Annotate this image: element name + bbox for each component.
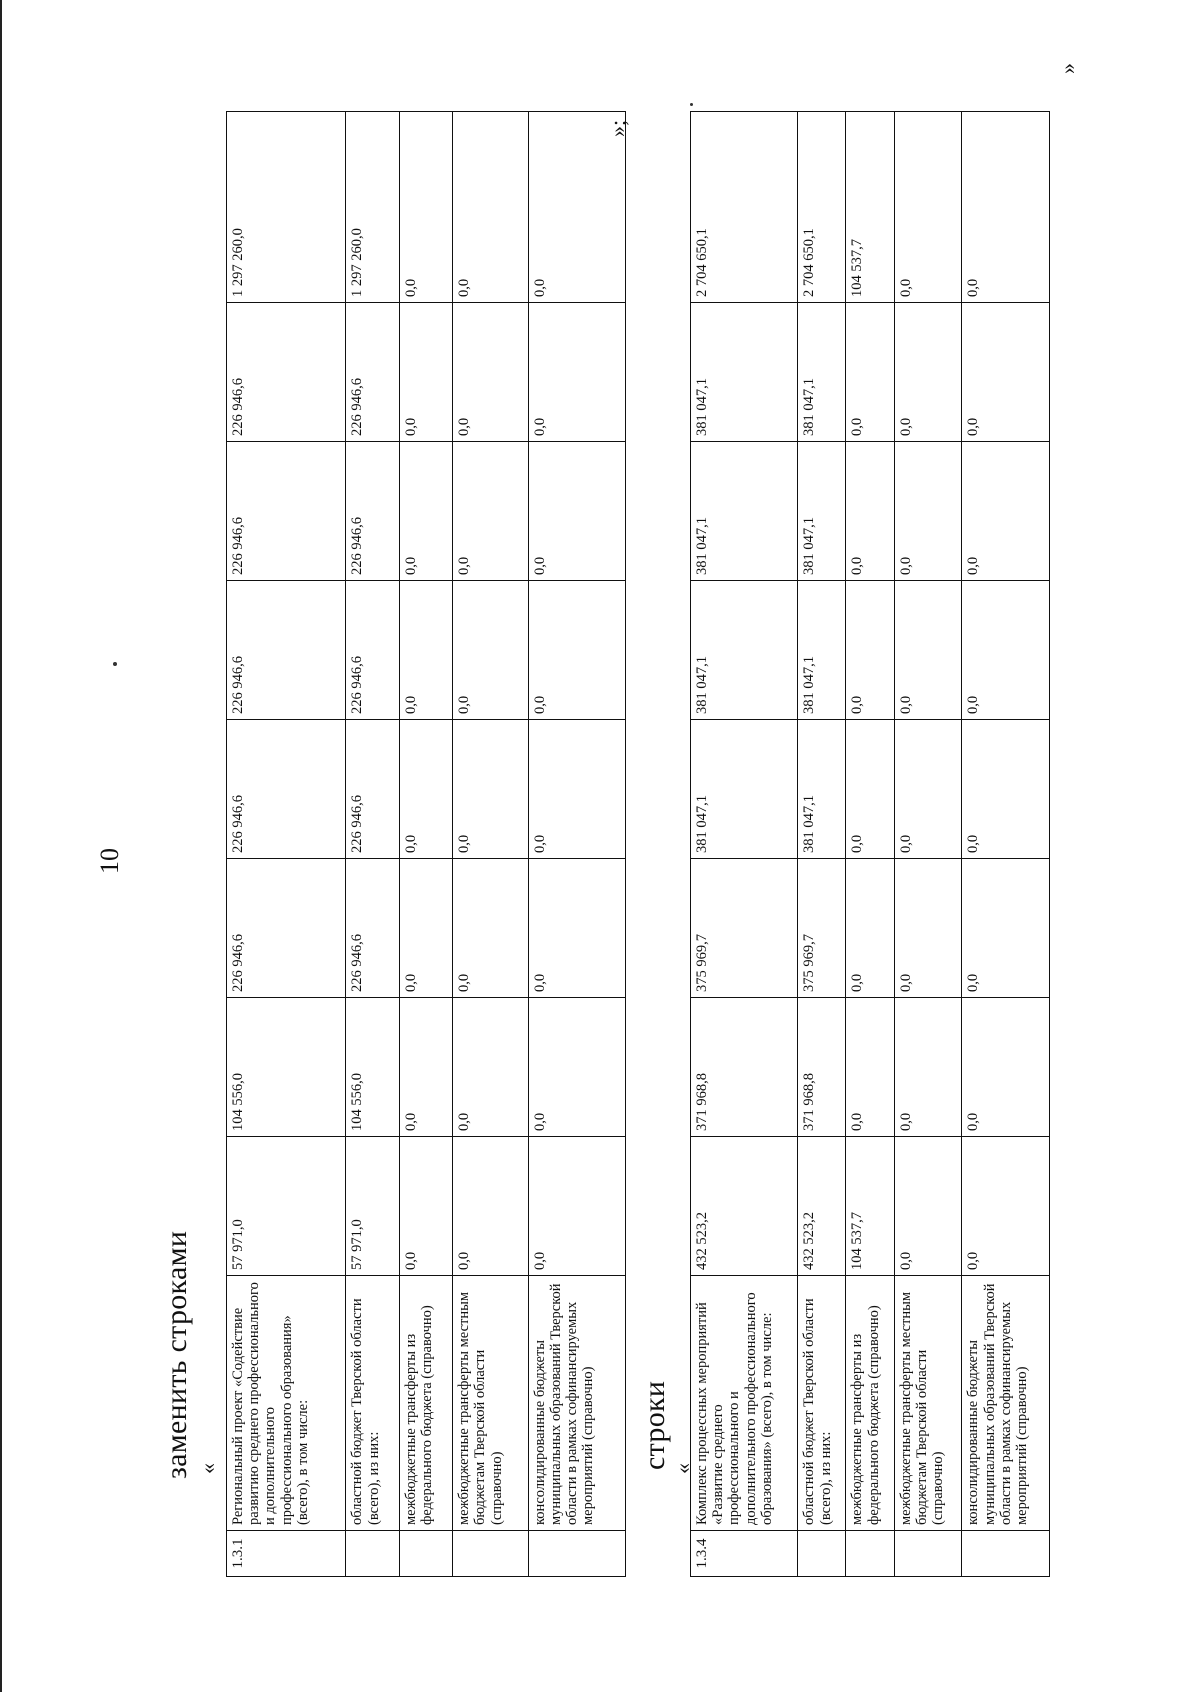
opening-quote: «: [195, 1463, 220, 1474]
closing-quote: »: [1055, 63, 1080, 74]
row-label-cell: областной бюджет Тверской области (всего), из них:: [798, 1276, 846, 1531]
value-cell: 226 946,6: [346, 303, 399, 442]
value-cell: 432 523,2: [798, 1137, 846, 1276]
value-cell: 0,0: [846, 720, 894, 859]
value-cell: 0,0: [962, 581, 1050, 720]
value-cell: 0,0: [528, 720, 625, 859]
table-row: [962, 112, 1050, 1577]
value-cell: 0,0: [453, 581, 528, 720]
value-cell: 0,0: [846, 581, 894, 720]
value-cell: 0,0: [399, 581, 452, 720]
value-cell: 226 946,6: [346, 581, 399, 720]
value-cell: 0,0: [453, 1137, 528, 1276]
value-cell: 0,0: [528, 303, 625, 442]
value-cell: 0,0: [399, 720, 452, 859]
value-cell: 381 047,1: [691, 581, 798, 720]
total-value-cell: 2 704 650,1: [798, 112, 846, 303]
value-cell: 0,0: [453, 720, 528, 859]
row-label-cell: межбюджетные трансферты из федерального бюджета (справочно): [399, 1276, 452, 1531]
table-row: [691, 112, 798, 1577]
row-label-cell: межбюджетные трансферты из федерального бюджета (справочно): [846, 1276, 894, 1531]
value-cell: 0,0: [894, 1137, 962, 1276]
total-value-cell: 0,0: [399, 112, 452, 303]
table-row: [453, 112, 528, 1577]
value-cell: 226 946,6: [346, 859, 399, 998]
value-cell: 432 523,2: [691, 1137, 798, 1276]
value-cell: 0,0: [528, 998, 625, 1137]
row-number-cell: [346, 1531, 399, 1577]
table-body: [691, 112, 1050, 1577]
value-cell: 381 047,1: [691, 720, 798, 859]
value-cell: 0,0: [399, 998, 452, 1137]
value-cell: 0,0: [846, 998, 894, 1137]
value-cell: 0,0: [528, 859, 625, 998]
total-value-cell: 104 537,7: [846, 112, 894, 303]
value-cell: 0,0: [962, 998, 1050, 1137]
value-cell: 226 946,6: [227, 442, 346, 581]
value-cell: 381 047,1: [798, 581, 846, 720]
table-complex-1-3-4: [690, 111, 1050, 1577]
value-cell: 0,0: [453, 442, 528, 581]
value-cell: 0,0: [453, 303, 528, 442]
value-cell: 0,0: [894, 998, 962, 1137]
value-cell: 0,0: [453, 998, 528, 1137]
value-cell: 104 556,0: [227, 998, 346, 1137]
total-value-cell: 1 297 260,0: [346, 112, 399, 303]
value-cell: 0,0: [894, 859, 962, 998]
value-cell: 381 047,1: [798, 442, 846, 581]
page-number: 10: [95, 848, 124, 874]
row-label-cell: межбюджетные трансферты местным бюджетам Тверской области (справочно): [894, 1276, 962, 1531]
total-value-cell: 2 704 650,1: [691, 112, 798, 303]
value-cell: 0,0: [399, 859, 452, 998]
value-cell: 381 047,1: [798, 720, 846, 859]
value-cell: 226 946,6: [227, 581, 346, 720]
value-cell: 0,0: [528, 1137, 625, 1276]
row-number-cell: [798, 1531, 846, 1577]
value-cell: 104 537,7: [846, 1137, 894, 1276]
row-number-cell: [846, 1531, 894, 1577]
value-cell: 226 946,6: [227, 859, 346, 998]
value-cell: 0,0: [962, 720, 1050, 859]
value-cell: 0,0: [399, 1137, 452, 1276]
row-label-cell: областной бюджет Тверской области (всего), из них:: [346, 1276, 399, 1531]
value-cell: 381 047,1: [691, 303, 798, 442]
row-label-cell: консолидированные бюджеты муниципальных образований Тверской области в рамках софинансируемых мероприятий (справочно): [962, 1276, 1050, 1531]
table-body: [227, 112, 626, 1577]
value-cell: 0,0: [453, 859, 528, 998]
value-cell: 226 946,6: [227, 303, 346, 442]
table-row: [346, 112, 399, 1577]
value-cell: 0,0: [894, 720, 962, 859]
row-number-cell: [962, 1531, 1050, 1577]
row-number-cell: [528, 1531, 625, 1577]
value-cell: 104 556,0: [346, 998, 399, 1137]
row-label-cell: Региональный проект «Содействие развитию среднего профессионального и дополнительного профессионального образования» (всего), в том числе:: [227, 1276, 346, 1531]
value-cell: 0,0: [399, 303, 452, 442]
value-cell: 226 946,6: [227, 720, 346, 859]
table-row: [846, 112, 894, 1577]
value-cell: 381 047,1: [798, 303, 846, 442]
value-cell: 57 971,0: [227, 1137, 346, 1276]
table-row: [894, 112, 962, 1577]
value-cell: 0,0: [894, 581, 962, 720]
closing-quote: »;: [605, 119, 630, 137]
value-cell: 0,0: [846, 442, 894, 581]
value-cell: 226 946,6: [346, 442, 399, 581]
total-value-cell: 1 297 260,0: [227, 112, 346, 303]
heading-replace-with-rows: заменить строками: [160, 1230, 193, 1479]
value-cell: 0,0: [846, 303, 894, 442]
value-cell: 371 968,8: [691, 998, 798, 1137]
value-cell: 375 969,7: [798, 859, 846, 998]
value-cell: 0,0: [399, 442, 452, 581]
value-cell: 381 047,1: [691, 442, 798, 581]
value-cell: 0,0: [528, 442, 625, 581]
total-value-cell: 0,0: [528, 112, 625, 303]
row-label-cell: Комплекс процессных мероприятий «Развитие среднего профессионального и дополнительного профессионального образования» (всего), в том числе:: [691, 1276, 798, 1531]
row-number-cell: 1.3.4: [691, 1531, 798, 1577]
value-cell: 0,0: [962, 859, 1050, 998]
table-row: [399, 112, 452, 1577]
table-row: [528, 112, 625, 1577]
row-label-cell: консолидированные бюджеты муниципальных образований Тверской области в рамках софинансируемых мероприятий (справочно): [528, 1276, 625, 1531]
row-number-cell: [894, 1531, 962, 1577]
value-cell: 0,0: [962, 303, 1050, 442]
value-cell: 0,0: [894, 442, 962, 581]
total-value-cell: 0,0: [453, 112, 528, 303]
value-cell: 375 969,7: [691, 859, 798, 998]
row-number-cell: [399, 1531, 452, 1577]
table-row: [227, 112, 346, 1577]
row-number-cell: [453, 1531, 528, 1577]
value-cell: 371 968,8: [798, 998, 846, 1137]
row-number-cell: 1.3.1: [227, 1531, 346, 1577]
total-value-cell: 0,0: [962, 112, 1050, 303]
row-label-cell: межбюджетные трансферты местным бюджетам Тверской области (справочно): [453, 1276, 528, 1531]
value-cell: 0,0: [528, 581, 625, 720]
value-cell: 0,0: [894, 303, 962, 442]
value-cell: 226 946,6: [346, 720, 399, 859]
value-cell: 0,0: [962, 1137, 1050, 1276]
table-project-1-3-1: [226, 111, 626, 1577]
table-row: [798, 112, 846, 1577]
value-cell: 0,0: [962, 442, 1050, 581]
value-cell: 0,0: [846, 859, 894, 998]
total-value-cell: 0,0: [894, 112, 962, 303]
opening-quote: «: [670, 1463, 695, 1474]
value-cell: 57 971,0: [346, 1137, 399, 1276]
heading-rows: строки: [638, 1380, 671, 1470]
